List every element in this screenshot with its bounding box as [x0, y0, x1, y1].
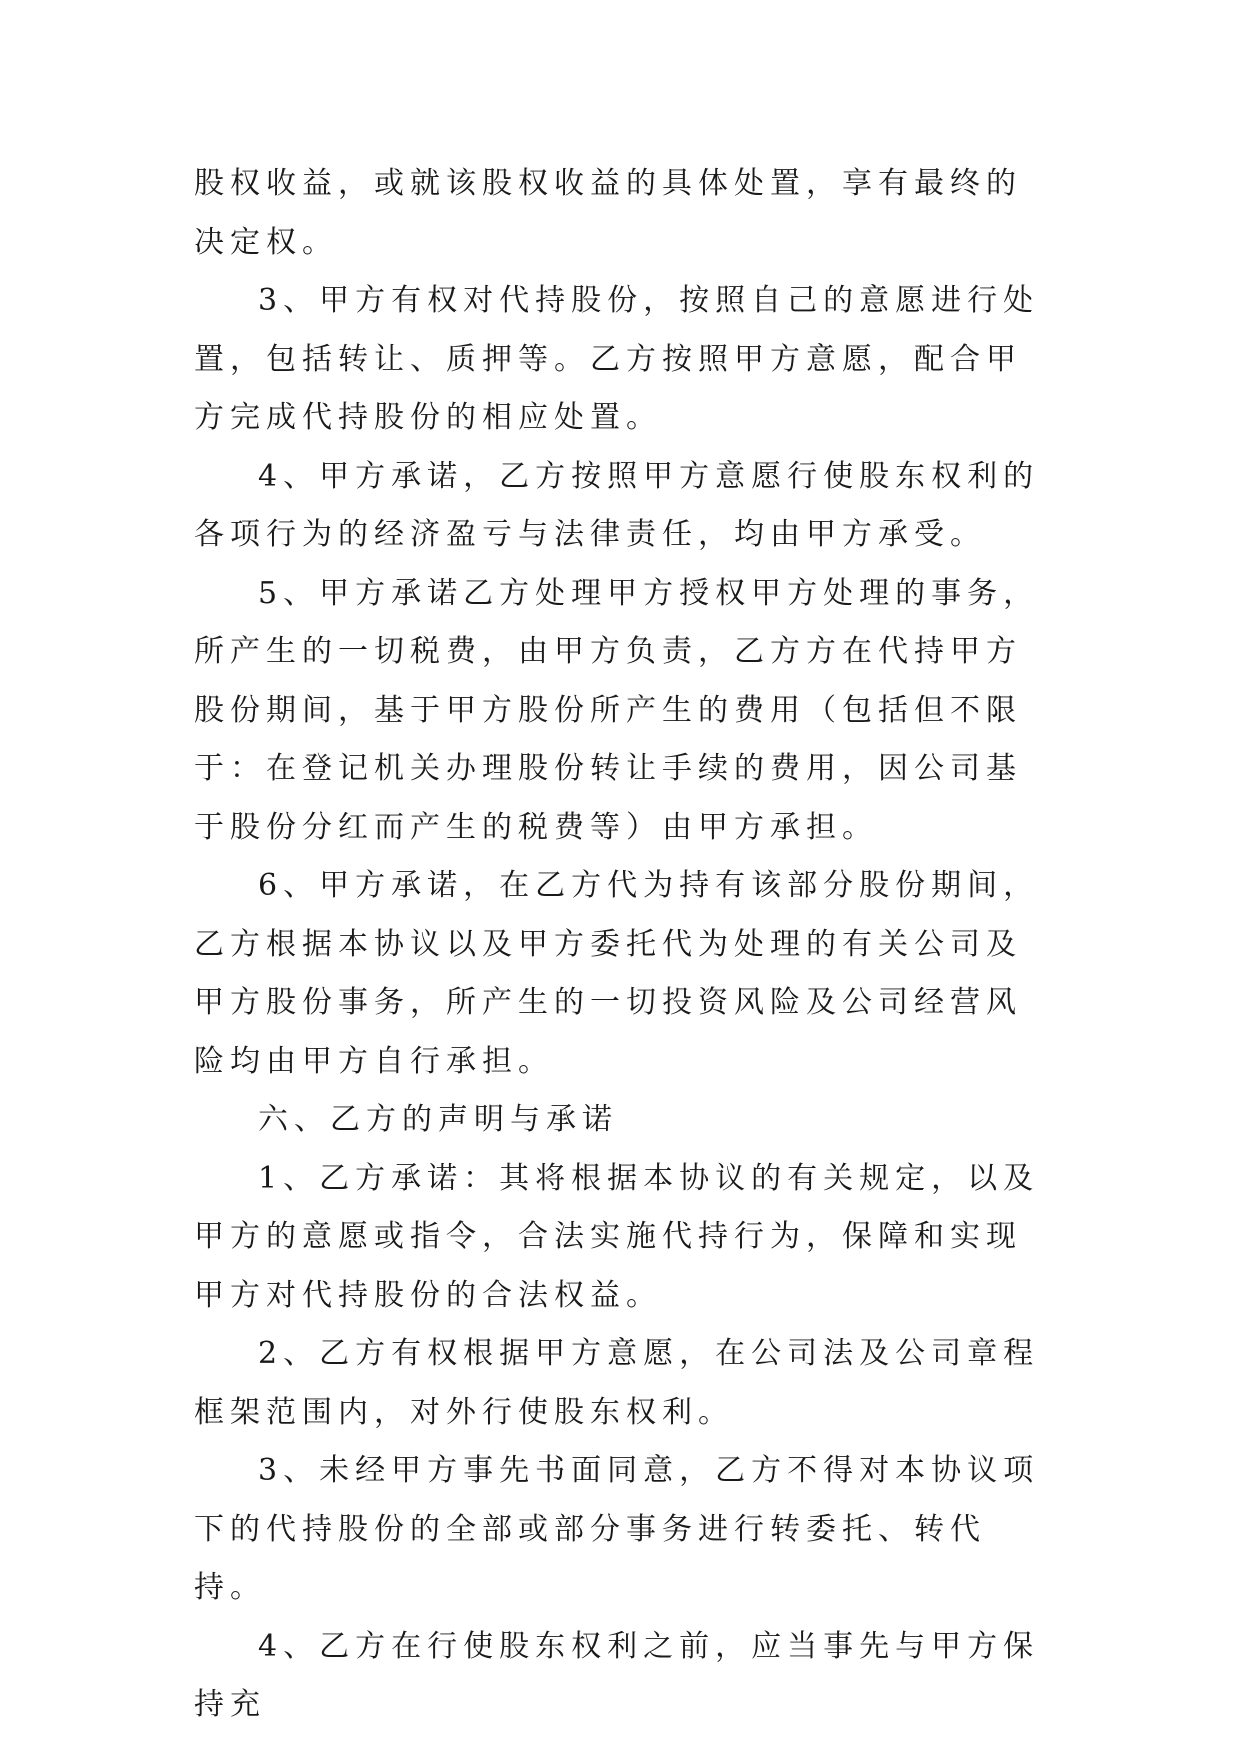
paragraph-b-clause-4: 4、乙方在行使股东权利之前，应当事先与甲方保持充 [194, 1628, 1040, 1722]
paragraph-clause-3-disposal: 3、甲方有权对代持股份，按照自己的意愿进行处置，包括转让、质押等。乙方按照甲方意愿，配合甲方完成代持股份的相应处置。 [194, 283, 1040, 435]
paragraph-clause-6-risk: 6、甲方承诺，在乙方代为持有该部分股份期间，乙方根据本协议以及甲方委托代为处理的有关公司及甲方股份事务，所产生的一切投资风险及公司经营风险均由甲方自行承担。 [194, 868, 1040, 1079]
paragraph-clause-5-taxes: 5、甲方承诺乙方处理甲方授权甲方处理的事务，所产生的一切税费，由甲方负责，乙方方在代持甲方股份期间，基于甲方股份所产生的费用（包括但不限于：在登记机关办理股份转让手续的费用，因公司基于股份分红而产生的税费等）由甲方承担。 [194, 575, 1040, 845]
paragraph-b-clause-3: 3、未经甲方事先书面同意，乙方不得对本协议项下的代持股份的全部或部分事务进行转委托、转代持。 [194, 1453, 1040, 1605]
paragraph-equity-income: 股权收益，或就该股权收益的具体处置，享有最终的决定权。 [194, 166, 1022, 260]
paragraph-b-clause-2: 2、乙方有权根据甲方意愿，在公司法及公司章程框架范围内，对外行使股东权利。 [194, 1336, 1040, 1430]
document-body [194, 155, 1044, 1735]
paragraph-clause-4-liability: 4、甲方承诺，乙方按照甲方意愿行使股东权利的各项行为的经济盈亏与法律责任，均由甲方承受。 [194, 458, 1040, 552]
paragraph-b-clause-1: 1、乙方承诺：其将根据本协议的有关规定，以及甲方的意愿或指令，合法实施代持行为，保障和实现甲方对代持股份的合法权益。 [194, 1160, 1040, 1313]
section-heading-party-b: 六、乙方的声明与承诺 [258, 1102, 618, 1137]
